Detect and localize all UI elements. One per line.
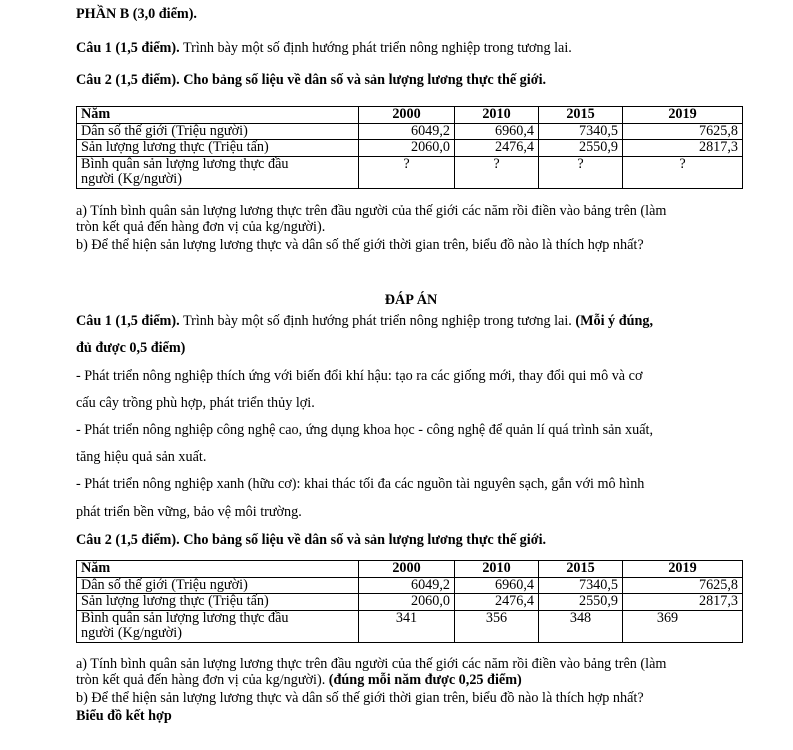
table-row [77, 594, 743, 611]
row-label: Dân số thế giới (Triệu người) [77, 123, 359, 140]
answer-q2a-line [76, 672, 522, 689]
table-header-row [77, 561, 743, 578]
table-header-cell: 2019 [623, 561, 743, 578]
table-cell: ? [359, 156, 455, 188]
table-cell: 7625,8 [623, 577, 743, 594]
table-cell: 2817,3 [623, 594, 743, 611]
table-header-cell: Năm [77, 561, 359, 578]
table-header-cell: 2015 [539, 561, 623, 578]
table-cell: 2550,9 [539, 594, 623, 611]
answer-q2a-line: a) Tính bình quân sản lượng lương thực trên đầu người của thế giới các năm rồi điền vào bảng trên (làm [76, 656, 667, 672]
question-2a-line: a) Tính bình quân sản lượng lương thực trên đầu người của thế giới các năm rồi điền vào bảng trên (làm [76, 203, 667, 219]
row-label-line: người (Kg/người) [81, 625, 182, 641]
answer-point-line: - Phát triển nông nghiệp xanh (hữu cơ): khai thác tối đa các nguồn tài nguyên sạch, gắn với mô hình [76, 476, 645, 492]
table-cell: 7340,5 [539, 123, 623, 140]
table-cell: 369 [623, 610, 743, 642]
table-row [77, 123, 743, 140]
answer-point-line: tăng hiệu quả sản xuất. [76, 449, 207, 465]
answer-question-2-heading: Câu 2 (1,5 điểm). Cho bảng số liệu về dân số và sản lượng lương thực thế giới. [76, 532, 547, 548]
table-cell: 6049,2 [359, 123, 455, 140]
question-2b: b) Để thể hiện sản lượng lương thực và dân số thế giới thời gian trên, biểu đồ nào là thích hợp nhất? [76, 237, 644, 253]
table-cell: 7340,5 [539, 577, 623, 594]
table-cell: 2476,4 [455, 594, 539, 611]
table-cell: 341 [359, 610, 455, 642]
table-cell: 2476,4 [455, 140, 539, 157]
table-header-cell: 2015 [539, 107, 623, 124]
table-header-cell: 2000 [359, 561, 455, 578]
row-label-line: Bình quân sản lượng lương thực đầu [81, 155, 289, 172]
row-label: Sản lượng lương thực (Triệu tấn) [77, 594, 359, 611]
table-cell: 7625,8 [623, 123, 743, 140]
question-2-heading: Câu 2 (1,5 điểm). Cho bảng số liệu về dân số và sản lượng lương thực thế giới. [76, 72, 547, 88]
table-header-cell: 2019 [623, 107, 743, 124]
data-table-question [76, 106, 743, 189]
row-label [77, 156, 359, 188]
table-cell: 2817,3 [623, 140, 743, 157]
question-1 [76, 40, 572, 57]
row-label: Dân số thế giới (Triệu người) [77, 577, 359, 594]
question-1-label: Câu 1 (1,5 điểm). [76, 40, 180, 56]
table-cell: 2060,0 [359, 140, 455, 157]
table-cell: 2060,0 [359, 594, 455, 611]
answer-q2a-score: (đúng mỗi năm được 0,25 điểm) [328, 672, 522, 688]
row-label-line: người (Kg/người) [81, 171, 182, 187]
table-header-row [77, 107, 743, 124]
answer-point-line: - Phát triển nông nghiệp thích ứng với biến đổi khí hậu: tạo ra các giống mới, thay đổi qui mô và cơ [76, 368, 643, 384]
answer-q1-label: Câu 1 (1,5 điểm). [76, 313, 180, 329]
answer-point-line: phát triển bền vững, bảo vệ môi trường. [76, 504, 302, 520]
table-cell: 348 [539, 610, 623, 642]
answer-q2b-result: Biểu đồ kết hợp [76, 708, 172, 724]
table-row [77, 156, 743, 188]
question-2a-line: tròn kết quả đến hàng đơn vị của kg/người). [76, 219, 326, 235]
table-header-cell: 2010 [455, 107, 539, 124]
table-cell: 6049,2 [359, 577, 455, 594]
table-cell: 6960,4 [455, 577, 539, 594]
table-row [77, 577, 743, 594]
table-cell: ? [623, 156, 743, 188]
table-cell: 356 [455, 610, 539, 642]
question-1-text: Trình bày một số định hướng phát triển nông nghiệp trong tương lai. [179, 40, 572, 56]
answer-q2b: b) Để thể hiện sản lượng lương thực và dân số thế giới thời gian trên, biểu đồ nào là thích hợp nhất? [76, 690, 644, 706]
table-header-cell: 2010 [455, 561, 539, 578]
answer-q1-score-line: đủ được 0,5 điểm) [76, 340, 186, 356]
table-cell: 2550,9 [539, 140, 623, 157]
row-label [77, 610, 359, 642]
answer-q1-text: Trình bày một số định hướng phát triển nông nghiệp trong tương lai. [179, 313, 576, 329]
answer-q2a-text: tròn kết quả đến hàng đơn vị của kg/người). [76, 672, 329, 688]
table-row [77, 140, 743, 157]
table-header-cell: 2000 [359, 107, 455, 124]
answer-point-line: cấu cây trồng phù hợp, phát triển thủy lợi. [76, 395, 315, 411]
part-title: PHẦN B (3,0 điểm). [76, 6, 197, 22]
table-header-cell: Năm [77, 107, 359, 124]
table-cell: ? [455, 156, 539, 188]
answer-q1-score: (Mỗi ý đúng, [575, 313, 654, 329]
row-label: Sản lượng lương thực (Triệu tấn) [77, 140, 359, 157]
table-row [77, 610, 743, 642]
table-cell: ? [539, 156, 623, 188]
data-table-answer [76, 560, 743, 643]
answer-point-line: - Phát triển nông nghiệp công nghệ cao, ứng dụng khoa học - công nghệ để quản lí quá trình sản xuất, [76, 422, 654, 438]
answer-question-1 [76, 313, 653, 330]
table-cell: 6960,4 [455, 123, 539, 140]
row-label-line: Bình quân sản lượng lương thực đầu [81, 609, 289, 626]
answer-title: ĐÁP ÁN [384, 292, 438, 308]
